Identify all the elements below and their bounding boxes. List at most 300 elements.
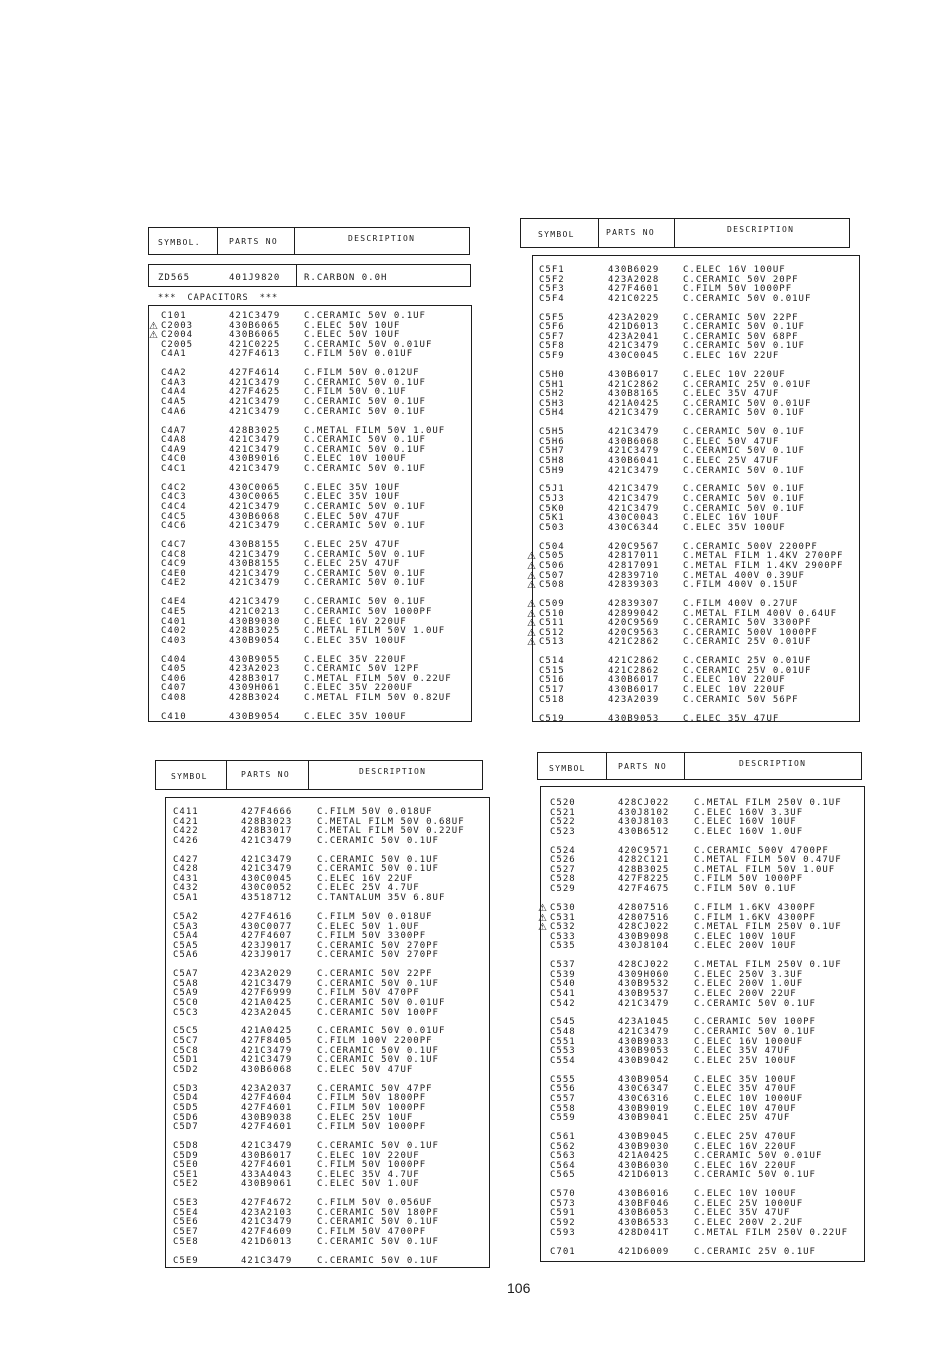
parts-row	[541, 942, 864, 952]
description-cell: C.CERAMIC 50V 0.1UF	[304, 578, 426, 589]
description-cell: C.CERAMIC 50V 0.1UF	[683, 465, 805, 476]
parts-no-cell: 427F4675	[618, 884, 670, 895]
symbol-cell: C504	[539, 541, 565, 552]
parts-no-cell: 42899042	[608, 608, 660, 619]
parts-group	[541, 961, 864, 1009]
parts-no-cell: 430B9061	[241, 1179, 293, 1190]
description-cell: C.CERAMIC 50V 180PF	[317, 1207, 439, 1218]
parts-row	[166, 1238, 489, 1248]
parts-group	[527, 599, 859, 649]
description-cell: C.ELEC 200V 10UF	[694, 941, 797, 952]
parts-no-cell: 42807516	[618, 912, 670, 923]
description-cell: C.CERAMIC 50V 0.01UF	[683, 398, 812, 409]
description-cell: C.CERAMIC 50V 0.1UF	[304, 549, 426, 560]
symbol-cell: C545	[550, 1017, 576, 1028]
symbol-cell: C5F4	[539, 293, 565, 304]
parts-no-cell: 421C3479	[229, 568, 281, 579]
parts-group	[149, 713, 471, 723]
parts-row	[533, 295, 859, 305]
description-cell: C.ELEC 200V 22UF	[694, 988, 797, 999]
parts-no-cell: 423A2045	[241, 1007, 293, 1018]
parts-no-cell: 421D6013	[608, 322, 660, 333]
symbol-cell: C5H7	[539, 446, 565, 457]
header-symbol: SYMBOL	[549, 764, 586, 773]
parts-no-cell: 430B9098	[618, 931, 670, 942]
header-description: DESCRIPTION	[739, 759, 807, 768]
symbol-cell: C411	[173, 807, 199, 817]
symbol-cell: C528	[550, 874, 576, 885]
parts-group	[541, 847, 864, 895]
parts-no-cell: 421C3479	[229, 549, 281, 560]
parts-no-cell: 430B6017	[608, 675, 660, 686]
parts-no-cell: 421C3479	[229, 397, 281, 408]
page-number: 106	[507, 1280, 531, 1296]
description-cell: C.FILM 50V 1000PF	[317, 1160, 427, 1171]
symbol-cell: C4E4	[161, 597, 187, 608]
parts-group	[166, 970, 489, 1018]
description-cell: C.ELEC 35V 100UF	[683, 522, 786, 533]
symbol-cell: C407	[161, 683, 187, 694]
parts-no-cell: 430C0043	[608, 513, 660, 524]
parts-no-cell: 430B9055	[229, 654, 281, 665]
symbol-cell: C5C3	[173, 1007, 199, 1018]
parts-group	[149, 541, 471, 589]
symbol-cell: C5E4	[173, 1207, 199, 1218]
table-header-top-left	[148, 227, 470, 255]
description-cell: C.CERAMIC 50V 0.1UF	[683, 427, 805, 438]
description-cell: C.CERAMIC 50V 0.01UF	[317, 1026, 446, 1037]
description-cell: C.ELEC 25V 470UF	[694, 1132, 797, 1142]
symbol-cell: C514	[539, 656, 565, 667]
parts-no-cell: 427F4607	[241, 931, 293, 942]
description-cell: C.CERAMIC 25V 0.01UF	[683, 656, 812, 667]
description-cell: C.CERAMIC 50V 0.1UF	[304, 521, 426, 532]
symbol-cell: C4A2	[161, 368, 187, 379]
symbol-cell: C4C5	[161, 511, 187, 522]
symbol-cell: C557	[550, 1093, 576, 1104]
parts-no-cell: 427F4672	[241, 1198, 293, 1209]
parts-no-cell: 427F4614	[229, 368, 281, 379]
parts-row	[166, 1066, 489, 1076]
description-cell: C.TANTALUM 35V 6.8UF	[317, 893, 446, 904]
symbol-cell: C5E2	[173, 1179, 199, 1190]
symbol-cell: C401	[161, 616, 187, 627]
symbol-cell: C542	[550, 998, 576, 1009]
symbol-cell: C2003	[161, 320, 194, 331]
parts-no-cell: 427F4616	[241, 911, 293, 922]
parts-no-cell: 420C9569	[608, 618, 660, 629]
parts-no-cell: 421C3479	[229, 435, 281, 446]
description-cell: C.CERAMIC 50V 3300PF	[683, 618, 812, 629]
section-label-capacitors: *** CAPACITORS ***	[158, 293, 279, 303]
symbol-cell: C4C1	[161, 463, 187, 474]
description-cell: C.ELEC 16V 22UF	[317, 873, 414, 884]
header-symbol: SYMBOL	[538, 230, 575, 239]
symbol-cell: C564	[550, 1160, 576, 1171]
symbol-cell: C427	[173, 854, 199, 865]
parts-row	[533, 715, 859, 725]
parts-no-cell: 42817091	[608, 560, 660, 571]
description-cell: C.CERAMIC 50V 0.1UF	[317, 1255, 439, 1266]
symbol-cell: C573	[550, 1198, 576, 1209]
symbol-cell: C431	[173, 873, 199, 884]
description-cell: C.CERAMIC 50V 0.01UF	[694, 1151, 823, 1162]
symbol-cell: C5F2	[539, 274, 565, 285]
description-cell: C.CERAMIC 50V 22PF	[683, 312, 799, 323]
parts-no-cell: 430B6016	[618, 1189, 670, 1200]
parts-no-cell: 430B6065	[229, 330, 281, 341]
parts-no-cell: 430C0052	[241, 883, 293, 894]
symbol-cell: C5E6	[173, 1217, 199, 1228]
parts-no-cell: 423A2039	[608, 694, 660, 705]
symbol-cell: C5A6	[173, 950, 199, 961]
symbol-cell: C511	[539, 618, 565, 629]
description-cell: C.ELEC 35V 220UF	[304, 654, 407, 665]
description-cell: C.CERAMIC 50V 0.1UF	[317, 1217, 439, 1228]
description-cell: C.ELEC 10V 1000UF	[694, 1093, 804, 1104]
parts-no-cell: 421D6009	[618, 1246, 670, 1257]
parts-no-cell: 423A2037	[241, 1083, 293, 1094]
parts-group	[527, 541, 859, 592]
description-cell: C.CERAMIC 50V 0.01UF	[683, 293, 812, 304]
symbol-cell: C541	[550, 988, 576, 999]
parts-no-cell: 430C6344	[608, 522, 660, 533]
symbol-cell: C432	[173, 883, 199, 894]
parts-no-cell: 421C3479	[229, 597, 281, 608]
symbol-cell: C4A8	[161, 435, 187, 446]
description-cell: C.METAL FILM 50V 0.68UF	[317, 816, 465, 827]
description-cell: C.CERAMIC 50V 20PF	[683, 274, 799, 285]
parts-no-cell: 430B6029	[608, 265, 660, 275]
description-cell: C.ELEC 35V 4.7UF	[317, 1169, 420, 1180]
symbol-cell: C5A8	[173, 978, 199, 989]
symbol-cell: C563	[550, 1151, 576, 1162]
parts-no-cell: 423J9017	[241, 950, 293, 961]
symbol-cell: C530	[550, 902, 576, 913]
symbol-cell: C4A1	[161, 349, 187, 360]
symbol-cell: C505	[539, 551, 565, 562]
description-cell: C.ELEC 50V 1.0UF	[317, 1179, 420, 1190]
symbol-cell: C2005	[161, 339, 194, 350]
parts-no-cell: 42817011	[608, 551, 660, 562]
parts-no-cell: 4309H060	[618, 969, 670, 980]
description-cell: C.ELEC 35V 47UF	[683, 389, 780, 400]
parts-group	[533, 371, 859, 419]
description-cell: C.ELEC 10V 220UF	[683, 369, 786, 380]
symbol-cell: C562	[550, 1141, 576, 1152]
warning-triangle-icon: ⚠	[538, 902, 547, 914]
description-cell: C.CERAMIC 50V 0.01UF	[317, 997, 446, 1008]
parts-no-cell: 421C2862	[608, 665, 660, 676]
description-cell: C.CERAMIC 50V 0.1UF	[683, 408, 805, 419]
symbol-cell: C4A7	[161, 425, 187, 436]
parts-row	[149, 350, 471, 360]
description-cell: C.ELEC 25V 10UF	[317, 1112, 414, 1123]
description-cell: C.ELEC 10V 220UF	[317, 1150, 420, 1161]
parts-group	[166, 1085, 489, 1133]
symbol-cell: C5A4	[173, 931, 199, 942]
symbol-cell: C512	[539, 627, 565, 638]
parts-group	[541, 1190, 864, 1238]
parts-row	[541, 1000, 864, 1010]
symbol-cell: C522	[550, 817, 576, 828]
description-cell: C.CERAMIC 50V 100PF	[317, 1007, 439, 1018]
parts-no-cell: 430B8165	[608, 389, 660, 400]
parts-no-cell: 421A0425	[241, 997, 293, 1008]
symbol-cell: C5D6	[173, 1112, 199, 1123]
description-cell: C.CERAMIC 50V 0.1UF	[304, 568, 426, 579]
symbol-cell: C5A5	[173, 940, 199, 951]
description-cell: C.ELEC 250V 3.3UF	[694, 969, 804, 980]
description-cell: C.FILM 50V 1000PF	[317, 1122, 427, 1133]
symbol-cell: C5D5	[173, 1102, 199, 1113]
parts-row	[166, 1123, 489, 1133]
description-cell: C.FILM 50V 1000PF	[317, 1102, 427, 1113]
warning-triangle-icon: ⚠	[527, 580, 536, 592]
description-cell: C.CERAMIC 50V 0.1UF	[694, 998, 816, 1009]
description-cell: C.ELEC 200V 1.0UF	[694, 979, 804, 990]
description-cell: C.ELEC 160V 3.3UF	[694, 807, 804, 818]
parts-no-cell: 43518712	[241, 893, 293, 904]
description-cell: C.ELEC 50V 1.0UF	[317, 921, 420, 932]
parts-no-cell: 4309H061	[229, 683, 281, 694]
description-cell: C.CERAMIC 50V 0.1UF	[683, 494, 805, 505]
parts-no-cell: 423A2028	[608, 274, 660, 285]
symbol-cell: C5A3	[173, 921, 199, 932]
symbol-cell: C422	[173, 826, 199, 837]
parts-row	[166, 894, 489, 904]
parts-no-cell: 430B6017	[608, 685, 660, 696]
description-cell: C.ELEC 100V 10UF	[694, 931, 797, 942]
header-divider	[217, 228, 218, 254]
parts-no-cell: 430C0045	[241, 873, 293, 884]
symbol-cell: C524	[550, 845, 576, 856]
parts-no-cell: 42839307	[608, 599, 660, 609]
description-cell: C.FILM 50V 1000PF	[694, 874, 804, 885]
header-description: DESCRIPTION	[727, 225, 795, 234]
symbol-cell: C556	[550, 1084, 576, 1095]
symbol-cell: C554	[550, 1055, 576, 1066]
description-cell: C.ELEC 35V 47UF	[683, 713, 780, 724]
symbol-cell: C565	[550, 1170, 576, 1181]
symbol-cell: C515	[539, 665, 565, 676]
warning-triangle-icon: ⚠	[527, 637, 536, 649]
description-cell: C.FILM 50V 470PF	[317, 988, 420, 999]
parts-group	[533, 715, 859, 725]
symbol-cell: C4A3	[161, 377, 187, 388]
symbol-cell: C503	[539, 522, 565, 533]
parts-no-cell: 421C0225	[229, 339, 281, 350]
description-cell: C.CERAMIC 50V 0.1UF	[683, 484, 805, 495]
symbol-cell: C2004	[161, 330, 194, 341]
parts-no-cell: 4282C121	[618, 855, 670, 866]
parts-no-cell: 428B3023	[241, 816, 293, 827]
symbol-cell: C4C3	[161, 492, 187, 503]
description-cell: C.CERAMIC 50V 0.1UF	[317, 978, 439, 989]
parts-no-cell: 430J8104	[618, 941, 670, 952]
symbol-cell: C406	[161, 673, 187, 684]
description-cell: C.FILM 50V 0.1UF	[694, 884, 797, 895]
description-cell: C.CERAMIC 50V 0.1UF	[317, 1141, 439, 1151]
symbol-cell: C5H8	[539, 455, 565, 466]
symbol-cell: C4C0	[161, 454, 187, 465]
symbol-cell: C4C6	[161, 521, 187, 532]
parts-row	[533, 467, 859, 477]
description-cell: C.CERAMIC 50V 0.1UF	[304, 435, 426, 446]
description-cell: C.ELEC 16V 22UF	[683, 351, 780, 362]
parts-no-cell: 42839303	[608, 580, 660, 591]
parts-no-cell: 421C3479	[241, 835, 293, 846]
symbol-cell: C5D2	[173, 1064, 199, 1075]
description-cell: C.CERAMIC 500V 1000PF	[683, 627, 818, 638]
description-cell: C.ELEC 25V 47UF	[304, 559, 401, 570]
parts-no-cell: 430B9030	[618, 1141, 670, 1152]
description-cell: C.CERAMIC 50V 0.1UF	[317, 1045, 439, 1056]
description-cell: C.FILM 50V 0.056UF	[317, 1198, 433, 1209]
parts-no-cell: 428B3025	[229, 626, 281, 637]
description-cell: C.METAL FILM 50V 0.82UF	[304, 692, 452, 703]
symbol-cell: C5D1	[173, 1055, 199, 1066]
description-cell: C.CERAMIC 50V 0.1UF	[304, 406, 426, 417]
parts-no-cell: 421C3479	[229, 377, 281, 388]
symbol-cell: C101	[161, 311, 187, 321]
symbol-cell: C5K0	[539, 503, 565, 514]
parts-group	[166, 1257, 489, 1267]
symbol-cell: C5D4	[173, 1093, 199, 1104]
parts-no-cell: 421C3479	[608, 427, 660, 438]
description-cell: C.ELEC 160V 1.0UF	[694, 826, 804, 837]
symbol-cell: C553	[550, 1046, 576, 1057]
description-cell: C.METAL FILM 250V 0.1UF	[694, 922, 842, 933]
parts-no-cell: 428B3017	[241, 826, 293, 837]
symbol-cell: C523	[550, 826, 576, 837]
parts-no-cell: 423A2029	[608, 312, 660, 323]
description-cell: C.CERAMIC 50V 1000PF	[304, 606, 433, 617]
symbol-cell: C5H6	[539, 436, 565, 447]
parts-no-cell: 430B9053	[608, 713, 660, 724]
description-cell: C.CERAMIC 25V 0.1UF	[694, 1246, 816, 1257]
description-cell: C.ELEC 35V 2200UF	[304, 683, 414, 694]
parts-row	[533, 696, 859, 706]
description-cell: C.ELEC 10V 100UF	[694, 1189, 797, 1200]
warning-triangle-icon: ⚠	[527, 627, 536, 639]
header-divider	[308, 761, 309, 789]
description-cell: C.FILM 50V 0.01UF	[304, 349, 414, 360]
parts-no-cell: 430B9041	[618, 1113, 670, 1124]
symbol-cell: C405	[161, 664, 187, 675]
parts-no-cell: 421C3479	[229, 406, 281, 417]
parts-no-cell: 430C6316	[618, 1093, 670, 1104]
description-cell: C.FILM 400V 0.15UF	[683, 580, 799, 591]
parts-group	[149, 656, 471, 704]
symbol-cell: C561	[550, 1132, 576, 1142]
symbol-cell: C593	[550, 1227, 576, 1238]
symbol-cell: C5H2	[539, 389, 565, 400]
zener-diode-row-box	[148, 264, 471, 287]
symbol-cell: C4A6	[161, 406, 187, 417]
symbol-cell: C4A5	[161, 397, 187, 408]
parts-group	[166, 1199, 489, 1247]
parts-no-cell: 421C3479	[241, 864, 293, 875]
parts-no-cell: 421C3479	[241, 1217, 293, 1228]
parts-group	[533, 314, 859, 362]
parts-no-cell: 421C3479	[608, 503, 660, 514]
description-cell: C.FILM 50V 0.018UF	[317, 911, 433, 922]
description-cell: C.CERAMIC 50V 0.1UF	[683, 446, 805, 457]
parts-no-cell: 427F4601	[241, 1122, 293, 1133]
symbol-cell: C4E0	[161, 568, 187, 579]
warning-triangle-icon: ⚠	[149, 320, 158, 332]
description-cell: C.ELEC 25V 100UF	[694, 1055, 797, 1066]
description-cell: C.CERAMIC 50V 0.01UF	[304, 339, 433, 350]
header-symbol: SYMBOL.	[158, 238, 201, 247]
table-header-bottom-right	[537, 752, 862, 780]
symbol-cell: C5E1	[173, 1169, 199, 1180]
symbol-cell: C591	[550, 1208, 576, 1219]
description-cell: C.CERAMIC 50V 0.1UF	[317, 854, 439, 865]
parts-no-cell: 430J8102	[618, 807, 670, 818]
description-cell: C.METAL FILM 50V 1.0UF	[694, 864, 836, 875]
symbol-cell: C5A1	[173, 893, 199, 904]
symbol-cell: C513	[539, 637, 565, 648]
parts-no-cell: 430B9033	[618, 1036, 670, 1047]
symbol-cell: C520	[550, 798, 576, 808]
symbol-cell: C5J3	[539, 494, 565, 505]
table-body-bottom-left	[165, 797, 490, 1268]
symbol-cell: C5C0	[173, 997, 199, 1008]
parts-no-cell: 420C9567	[608, 541, 660, 552]
description-cell: C.CERAMIC 50V 56PF	[683, 694, 799, 705]
parts-no-cell: 428CJ022	[618, 960, 670, 971]
parts-row	[541, 828, 864, 838]
symbol-cell: C5H9	[539, 465, 565, 476]
parts-no-cell: 423A2103	[241, 1207, 293, 1218]
description-cell: C.METAL FILM 250V 0.1UF	[694, 960, 842, 971]
description-cell: C.ELEC 10V 220UF	[683, 685, 786, 696]
symbol-cell: C509	[539, 599, 565, 609]
parts-no-cell: 430B9038	[241, 1112, 293, 1123]
parts-no-cell: 427F4666	[241, 807, 293, 817]
parts-group	[149, 598, 471, 646]
parts-row	[166, 1257, 489, 1267]
symbol-cell: ZD565	[158, 273, 191, 283]
parts-no-cell: 423J9017	[241, 940, 293, 951]
symbol-cell: C5D7	[173, 1122, 199, 1133]
symbol-cell: C5H3	[539, 398, 565, 409]
header-parts-no: PARTS NO	[606, 228, 655, 237]
description-cell: C.CERAMIC 25V 0.01UF	[683, 379, 812, 390]
description-cell: C.FILM 1.6KV 4300PF	[694, 912, 816, 923]
header-divider	[674, 219, 675, 247]
description-cell: C.FILM 50V 1000PF	[683, 284, 793, 295]
symbol-cell: C4E2	[161, 578, 187, 589]
symbol-cell: C516	[539, 675, 565, 686]
header-divider	[226, 761, 227, 789]
parts-no-cell: 428D041T	[618, 1227, 670, 1238]
parts-no-cell: 430C0077	[241, 921, 293, 932]
symbol-cell: C537	[550, 960, 576, 971]
parts-row	[533, 524, 859, 534]
header-description: DESCRIPTION	[359, 767, 427, 776]
description-cell: C.ELEC 35V 100UF	[304, 711, 407, 722]
parts-no-cell: 421C3479	[229, 578, 281, 589]
parts-no-cell: 421C3479	[241, 978, 293, 989]
parts-no-cell: 421C3479	[608, 446, 660, 457]
parts-no-cell: 428B3017	[229, 673, 281, 684]
parts-no-cell: 430B6053	[618, 1208, 670, 1219]
description-cell: C.ELEC 50V 10UF	[304, 330, 401, 341]
parts-no-cell: 430C6347	[618, 1084, 670, 1095]
